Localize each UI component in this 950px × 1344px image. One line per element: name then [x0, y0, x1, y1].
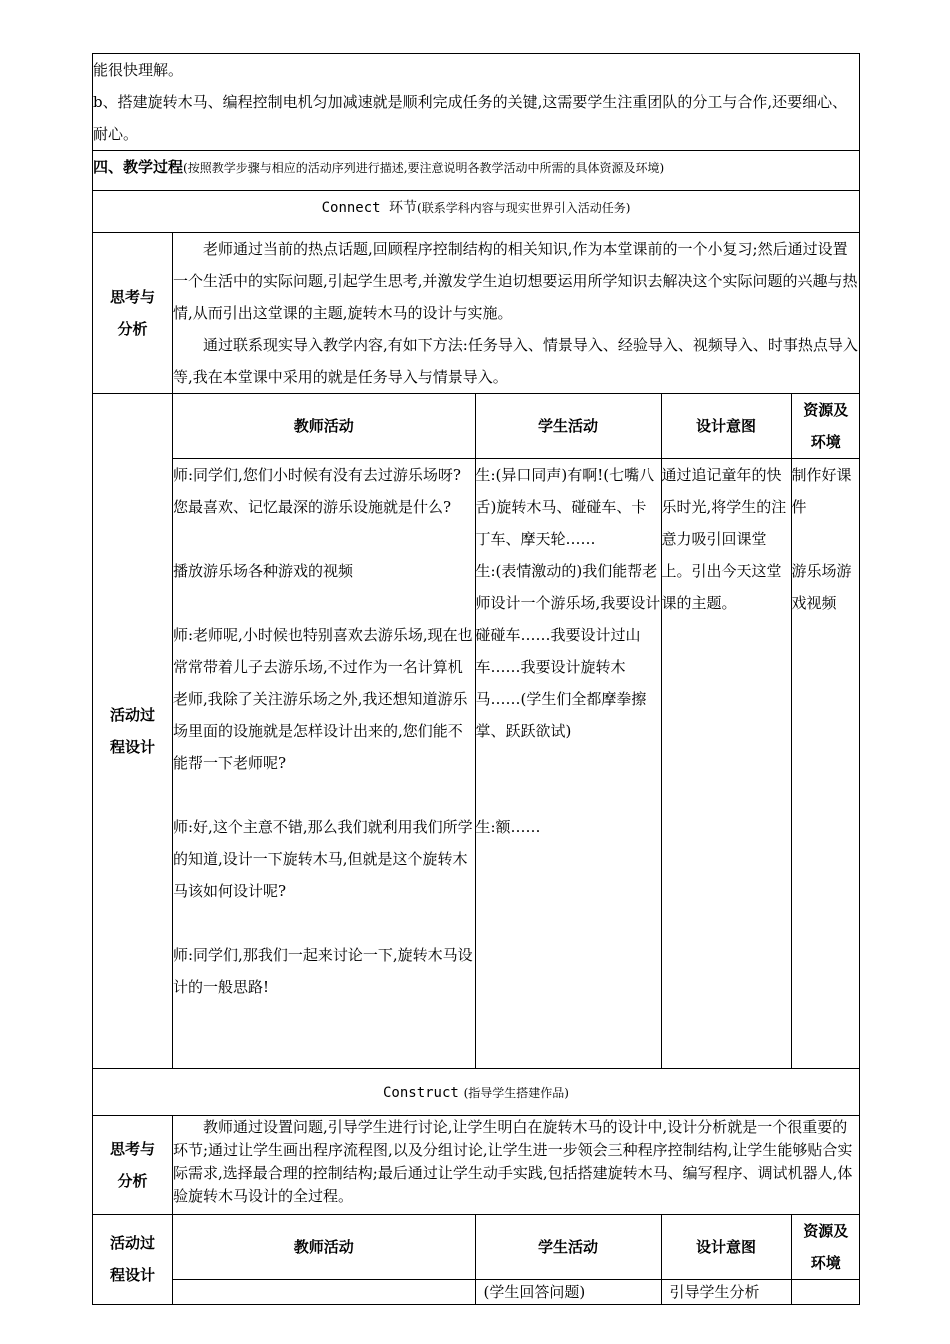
connect-activity-table	[173, 394, 860, 1068]
teacher-line-4: 师:好,这个主意不错,那么我们就利用我们所学的知道,设计一下旋转木马,但就是这个旋转木马该如何设计呢?	[173, 818, 473, 900]
student-activity-cell	[475, 459, 661, 1068]
resource-2: 游乐场游戏视频	[791, 562, 852, 612]
connect-think-label: 思考与分析	[93, 233, 173, 394]
resources-cell	[791, 459, 860, 1068]
section-4-title: 四、教学过程	[93, 158, 184, 176]
intro-cell	[93, 54, 860, 151]
construct-think-label: 思考与分析	[93, 1115, 173, 1214]
intro-line-2: b、搭建旋转木马、编程控制电机匀加减速就是顺利完成任务的关键,这需要学生注重团队的分工与合作,还要细心、耐心。	[93, 93, 848, 143]
design-intent-text: 通过追记童年的快乐时光,将学生的注意力吸引回课堂上。引出今天这堂课的主题。	[661, 466, 787, 612]
construct-resources-cell	[791, 1279, 860, 1304]
construct-intent-cell: 引导学生分析	[661, 1279, 791, 1304]
construct-title: Construct	[382, 1084, 459, 1101]
construct-header-student: 学生活动	[475, 1215, 661, 1280]
teacher-line-2: 播放游乐场各种游戏的视频	[173, 562, 354, 580]
construct-think-p1: 教师通过设置问题,引导学生进行讨论,让学生明白在旋转木马的设计中,设计分析就是一个很重要的环节;通过让学生画出程序流程图,以及分组讨论,让学生进一步领会三种程序控制结构,让学生能够贴合实际需求,选择最合理的控制结构;最后通过让学生动手实践,包括搭建旋转木马、编写程序、调试机器人,体验旋转木马设计的全过程。	[173, 1117, 853, 1205]
teacher-line-1: 师:同学们,您们小时候有没有去过游乐场呀?您最喜欢、记忆最深的游乐设施就是什么?	[173, 466, 461, 516]
construct-note: (指导学生搭建作品)	[463, 1085, 569, 1100]
construct-teacher-cell	[173, 1279, 475, 1304]
connect-title: Connect 环节	[321, 200, 418, 216]
construct-activity-table	[173, 1215, 860, 1305]
lesson-plan-table	[92, 53, 860, 1305]
design-intent-cell	[661, 459, 791, 1068]
connect-heading	[93, 191, 860, 233]
construct-think-cell	[173, 1115, 860, 1214]
connect-think-p1: 老师通过当前的热点话题,回顾程序控制结构的相关知识,作为本堂课前的一个小复习;然后通过设置一个生活中的实际问题,引起学生思考,并激发学生迫切想要运用所学知识去解决这个实际问题的兴趣与热情,从而引出这堂课的主题,旋转木马的设计与实施。	[173, 240, 858, 322]
connect-activity-label: 活动过程设计	[93, 394, 173, 1069]
construct-header-teacher: 教师活动	[173, 1215, 475, 1280]
student-line-2: 生:(表情激动的)我们能帮老师设计一个游乐场,我要设计碰碰车……我要设计过山车……我要设计旋转木马……(学生们全都摩拳擦掌、跃跃欲试)	[475, 562, 661, 740]
intro-line-1: 能很快理解。	[93, 61, 184, 79]
student-line-1: 生:(异口同声)有啊!(七嘴八舌)旋转木马、碰碰车、卡丁车、摩天轮……	[475, 466, 655, 548]
section-4-note: (按照教学步骤与相应的活动序列进行描述,要注意说明各教学活动中所需的具体资源及环境)	[183, 161, 665, 175]
construct-header-intent: 设计意图	[661, 1215, 791, 1280]
student-line-3: 生:额……	[475, 818, 541, 836]
connect-note: (联系学科内容与现实世界引入活动任务)	[417, 201, 631, 215]
teacher-activity-cell	[173, 459, 475, 1068]
construct-student-cell: (学生回答问题)	[475, 1279, 661, 1304]
document-page	[92, 53, 859, 1305]
resource-1: 制作好课件	[791, 466, 852, 516]
header-teacher-activity: 教师活动	[173, 394, 475, 459]
header-student-activity: 学生活动	[475, 394, 661, 459]
teacher-line-3: 师:老师呢,小时候也特别喜欢去游乐场,现在也常常带着儿子去游乐场,不过作为一名计算机老师,我除了关注游乐场之外,我还想知道游乐场里面的设施就是怎样设计出来的,您们能不能帮一下老师呢?	[173, 626, 473, 772]
construct-heading	[93, 1068, 860, 1115]
construct-header-resources: 资源及环境	[791, 1215, 860, 1280]
connect-think-p2: 通过联系现实导入教学内容,有如下方法:任务导入、情景导入、经验导入、视频导入、时事热点导入等,我在本堂课中采用的就是任务导入与情景导入。	[173, 336, 858, 386]
header-design-intent: 设计意图	[661, 394, 791, 459]
section-4-heading	[93, 151, 860, 191]
construct-activity-label: 活动过程设计	[93, 1214, 173, 1305]
header-resources: 资源及环境	[791, 394, 860, 459]
teacher-line-5: 师:同学们,那我们一起来讨论一下,旋转木马设计的一般思路!	[173, 946, 473, 996]
connect-think-cell	[173, 233, 860, 394]
